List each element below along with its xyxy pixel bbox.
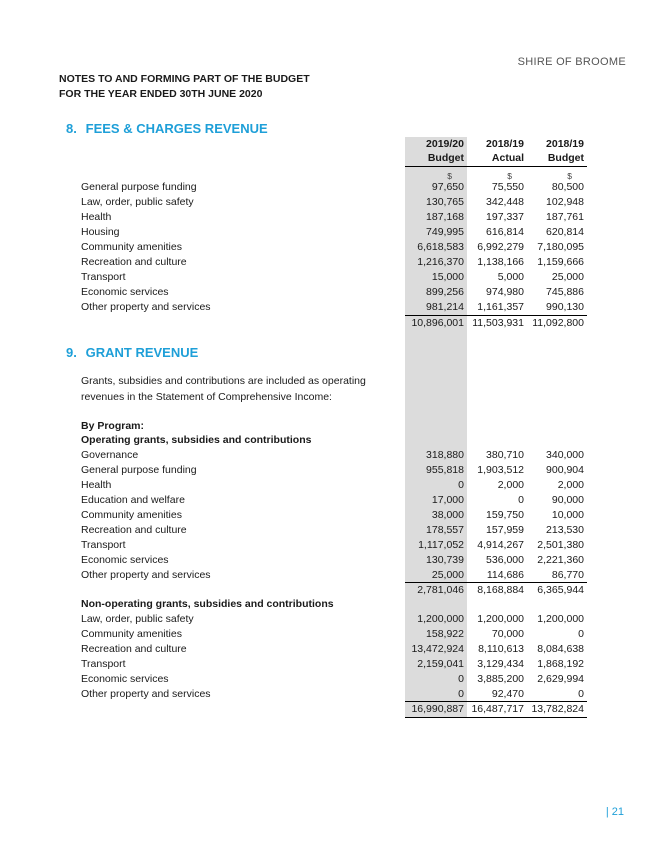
cell-2019-20-budget: 1,117,052 <box>418 539 464 551</box>
row-label: Other property and services <box>81 688 211 700</box>
table-row <box>0 673 652 688</box>
cell-2019-20-budget: 1,200,000 <box>417 613 464 625</box>
by-program-label: By Program: <box>81 420 145 432</box>
operating-total-rule <box>405 582 587 583</box>
cell-2018-19-actual: 2,000 <box>497 479 524 491</box>
grant-intro-paragraph <box>81 374 381 405</box>
cell-2019-20-budget: 899,256 <box>426 286 464 298</box>
cell-2018-19-actual: 380,710 <box>486 449 524 461</box>
section-9-title: GRANT REVENUE <box>85 345 199 360</box>
cell-2018-19-actual: 114,686 <box>486 569 524 581</box>
cell-2018-19-budget: 2,629,994 <box>537 673 584 685</box>
cell-2018-19-actual: 1,161,357 <box>477 301 524 313</box>
table-row <box>0 554 652 569</box>
cell-2018-19-budget: 745,886 <box>546 286 584 298</box>
col3-unit: $ <box>567 171 572 181</box>
table-row <box>0 524 652 539</box>
row-label: Community amenities <box>81 241 182 253</box>
cell-2018-19-actual: 70,000 <box>491 628 524 640</box>
operating-heading-label: Operating grants, subsidies and contributions <box>81 434 312 446</box>
row-label: Law, order, public safety <box>81 196 194 208</box>
cell-2019-20-budget: 17,000 <box>431 494 464 506</box>
row-label: Transport <box>81 658 126 670</box>
cell-2018-19-budget: 102,948 <box>546 196 584 208</box>
cell-2018-19-actual: 5,000 <box>497 271 524 283</box>
nonop-total-bottom-rule <box>405 717 587 718</box>
cell-2019-20-budget: 1,216,370 <box>417 256 464 268</box>
cell-2018-19-budget: 2,221,360 <box>537 554 584 566</box>
organisation-name: SHIRE OF BROOME <box>517 56 626 68</box>
cell-2018-19-actual: 0 <box>518 494 524 506</box>
row-label: Other property and services <box>81 301 211 313</box>
cell-2019-20-budget: 187,168 <box>426 211 464 223</box>
page-number: | 21 <box>605 806 624 818</box>
section-8-number: 8. <box>66 121 77 136</box>
section-9-number: 9. <box>66 345 77 360</box>
cell-2018-19-actual: 6,992,279 <box>477 241 524 253</box>
total-2019-20-budget: 10,896,001 <box>411 317 464 329</box>
cell-2019-20-budget: 2,159,041 <box>417 658 464 670</box>
nonop-total-rule <box>405 701 587 702</box>
table-row <box>0 539 652 554</box>
table-row <box>0 658 652 673</box>
total-2018-19-budget: 6,365,944 <box>537 584 584 596</box>
cell-2018-19-budget: 0 <box>578 688 584 700</box>
cell-2018-19-budget: 90,000 <box>551 494 584 506</box>
col2-unit: $ <box>507 171 512 181</box>
intro-line-2: revenues in the Statement of Comprehensive Income: <box>81 390 332 403</box>
cell-2018-19-actual: 616,814 <box>486 226 524 238</box>
table-row <box>0 643 652 658</box>
row-label: Governance <box>81 449 139 461</box>
cell-2018-19-actual: 1,200,000 <box>477 613 524 625</box>
row-label: Health <box>81 479 112 491</box>
cell-2019-20-budget: 0 <box>458 673 464 685</box>
table-row <box>0 613 652 628</box>
section-8-title: FEES & CHARGES REVENUE <box>85 121 268 136</box>
cell-2018-19-budget: 25,000 <box>551 271 584 283</box>
table-row <box>0 449 652 464</box>
row-label: General purpose funding <box>81 464 197 476</box>
cell-2018-19-budget: 10,000 <box>551 509 584 521</box>
total-row <box>0 317 652 332</box>
cell-2018-19-budget: 213,530 <box>546 524 584 536</box>
table-row <box>0 181 652 196</box>
total-2018-19-actual: 11,503,931 <box>472 317 524 329</box>
row-label: Recreation and culture <box>81 524 187 536</box>
table-row <box>0 301 652 316</box>
cell-2019-20-budget: 6,618,583 <box>417 241 464 253</box>
cell-2018-19-actual: 4,914,267 <box>477 539 524 551</box>
cell-2018-19-budget: 2,000 <box>557 479 584 491</box>
cell-2019-20-budget: 25,000 <box>431 569 464 581</box>
total-2018-19-budget: 13,782,824 <box>531 703 584 715</box>
cell-2019-20-budget: 13,472,924 <box>411 643 464 655</box>
table-row <box>0 509 652 524</box>
table-row <box>0 479 652 494</box>
cell-2018-19-actual: 3,129,434 <box>477 658 524 670</box>
cell-2018-19-actual: 342,448 <box>486 196 524 208</box>
cell-2019-20-budget: 0 <box>458 479 464 491</box>
row-label: Recreation and culture <box>81 256 187 268</box>
nonop-heading-label: Non-operating grants, subsidies and contributions <box>81 598 334 610</box>
cell-2019-20-budget: 130,739 <box>426 554 464 566</box>
table-row <box>0 211 652 226</box>
cell-2019-20-budget: 955,818 <box>426 464 464 476</box>
by-program-heading <box>0 420 652 435</box>
table-row <box>0 196 652 211</box>
row-label: Other property and services <box>81 569 211 581</box>
row-label: Transport <box>81 539 126 551</box>
cell-2019-20-budget: 0 <box>458 688 464 700</box>
table-row <box>0 464 652 479</box>
cell-2019-20-budget: 38,000 <box>431 509 464 521</box>
table-row <box>0 226 652 241</box>
cell-2019-20-budget: 749,995 <box>426 226 464 238</box>
col2-header-top: 2018/19 <box>486 138 524 150</box>
row-label: Housing <box>81 226 120 238</box>
cell-2019-20-budget: 318,880 <box>426 449 464 461</box>
intro-line-1: Grants, subsidies and contributions are included as operating <box>81 375 366 387</box>
section-8-heading <box>66 121 268 136</box>
row-label: Economic services <box>81 286 169 298</box>
cell-2018-19-budget: 620,814 <box>546 226 584 238</box>
row-label: Community amenities <box>81 509 182 521</box>
cell-2019-20-budget: 130,765 <box>426 196 464 208</box>
table-row <box>0 271 652 286</box>
row-label: General purpose funding <box>81 181 197 193</box>
operating-heading <box>0 434 652 449</box>
cell-2018-19-budget: 0 <box>578 628 584 640</box>
cell-2018-19-actual: 157,959 <box>486 524 524 536</box>
row-label: Economic services <box>81 554 169 566</box>
cell-2018-19-budget: 1,159,666 <box>537 256 584 268</box>
notes-line-1: NOTES TO AND FORMING PART OF THE BUDGET <box>59 73 310 85</box>
cell-2019-20-budget: 158,922 <box>426 628 464 640</box>
total-2018-19-budget: 11,092,800 <box>532 317 584 329</box>
cell-2018-19-budget: 990,130 <box>546 301 584 313</box>
col3-header-bottom: Budget <box>547 152 584 164</box>
notes-line-2: FOR THE YEAR ENDED 30TH JUNE 2020 <box>59 88 263 100</box>
operating-total-row <box>0 584 652 599</box>
table-row <box>0 256 652 271</box>
row-label: Education and welfare <box>81 494 185 506</box>
row-label: Transport <box>81 271 126 283</box>
total-2018-19-actual: 16,487,717 <box>471 703 524 715</box>
cell-2018-19-actual: 536,000 <box>486 554 524 566</box>
cell-2018-19-budget: 7,180,095 <box>537 241 584 253</box>
cell-2018-19-actual: 974,980 <box>486 286 524 298</box>
table-row <box>0 628 652 643</box>
col1-header-top: 2019/20 <box>426 138 464 150</box>
notes-heading <box>59 72 310 102</box>
total-2019-20-budget: 16,990,887 <box>411 703 464 715</box>
cell-2018-19-actual: 1,903,512 <box>477 464 524 476</box>
row-label: Recreation and culture <box>81 643 187 655</box>
cell-2018-19-budget: 86,770 <box>551 569 584 581</box>
total-2018-19-actual: 8,168,884 <box>477 584 524 596</box>
cell-2018-19-budget: 2,501,380 <box>537 539 584 551</box>
cell-2018-19-budget: 80,500 <box>551 181 584 193</box>
col3-header-top: 2018/19 <box>546 138 584 150</box>
cell-2018-19-budget: 1,200,000 <box>537 613 584 625</box>
col2-header-bottom: Actual <box>491 152 524 164</box>
total-2019-20-budget: 2,781,046 <box>417 584 464 596</box>
cell-2018-19-actual: 159,750 <box>486 509 524 521</box>
cell-2019-20-budget: 981,214 <box>426 301 464 313</box>
header-rule <box>405 166 587 167</box>
cell-2018-19-budget: 340,000 <box>546 449 584 461</box>
table-row <box>0 494 652 509</box>
col1-header-bottom: Budget <box>427 152 464 164</box>
cell-2018-19-budget: 8,084,638 <box>537 643 584 655</box>
cell-2019-20-budget: 178,557 <box>426 524 464 536</box>
cell-2018-19-actual: 3,885,200 <box>477 673 524 685</box>
nonop-total-row <box>0 703 652 718</box>
cell-2019-20-budget: 97,650 <box>431 181 464 193</box>
cell-2018-19-actual: 92,470 <box>491 688 524 700</box>
section-9-heading <box>66 345 198 360</box>
cell-2018-19-actual: 1,138,166 <box>477 256 524 268</box>
total-rule <box>405 315 587 316</box>
cell-2019-20-budget: 15,000 <box>431 271 464 283</box>
cell-2018-19-actual: 75,550 <box>491 181 524 193</box>
row-label: Economic services <box>81 673 169 685</box>
cell-2018-19-budget: 187,761 <box>546 211 584 223</box>
row-label: Law, order, public safety <box>81 613 194 625</box>
row-label: Community amenities <box>81 628 182 640</box>
col1-unit: $ <box>447 171 452 181</box>
table-row <box>0 286 652 301</box>
cell-2018-19-budget: 900,904 <box>546 464 584 476</box>
row-label: Health <box>81 211 112 223</box>
cell-2018-19-actual: 8,110,613 <box>478 643 524 655</box>
nonop-heading <box>0 598 652 613</box>
cell-2018-19-actual: 197,337 <box>486 211 524 223</box>
table-row <box>0 241 652 256</box>
cell-2018-19-budget: 1,868,192 <box>537 658 584 670</box>
